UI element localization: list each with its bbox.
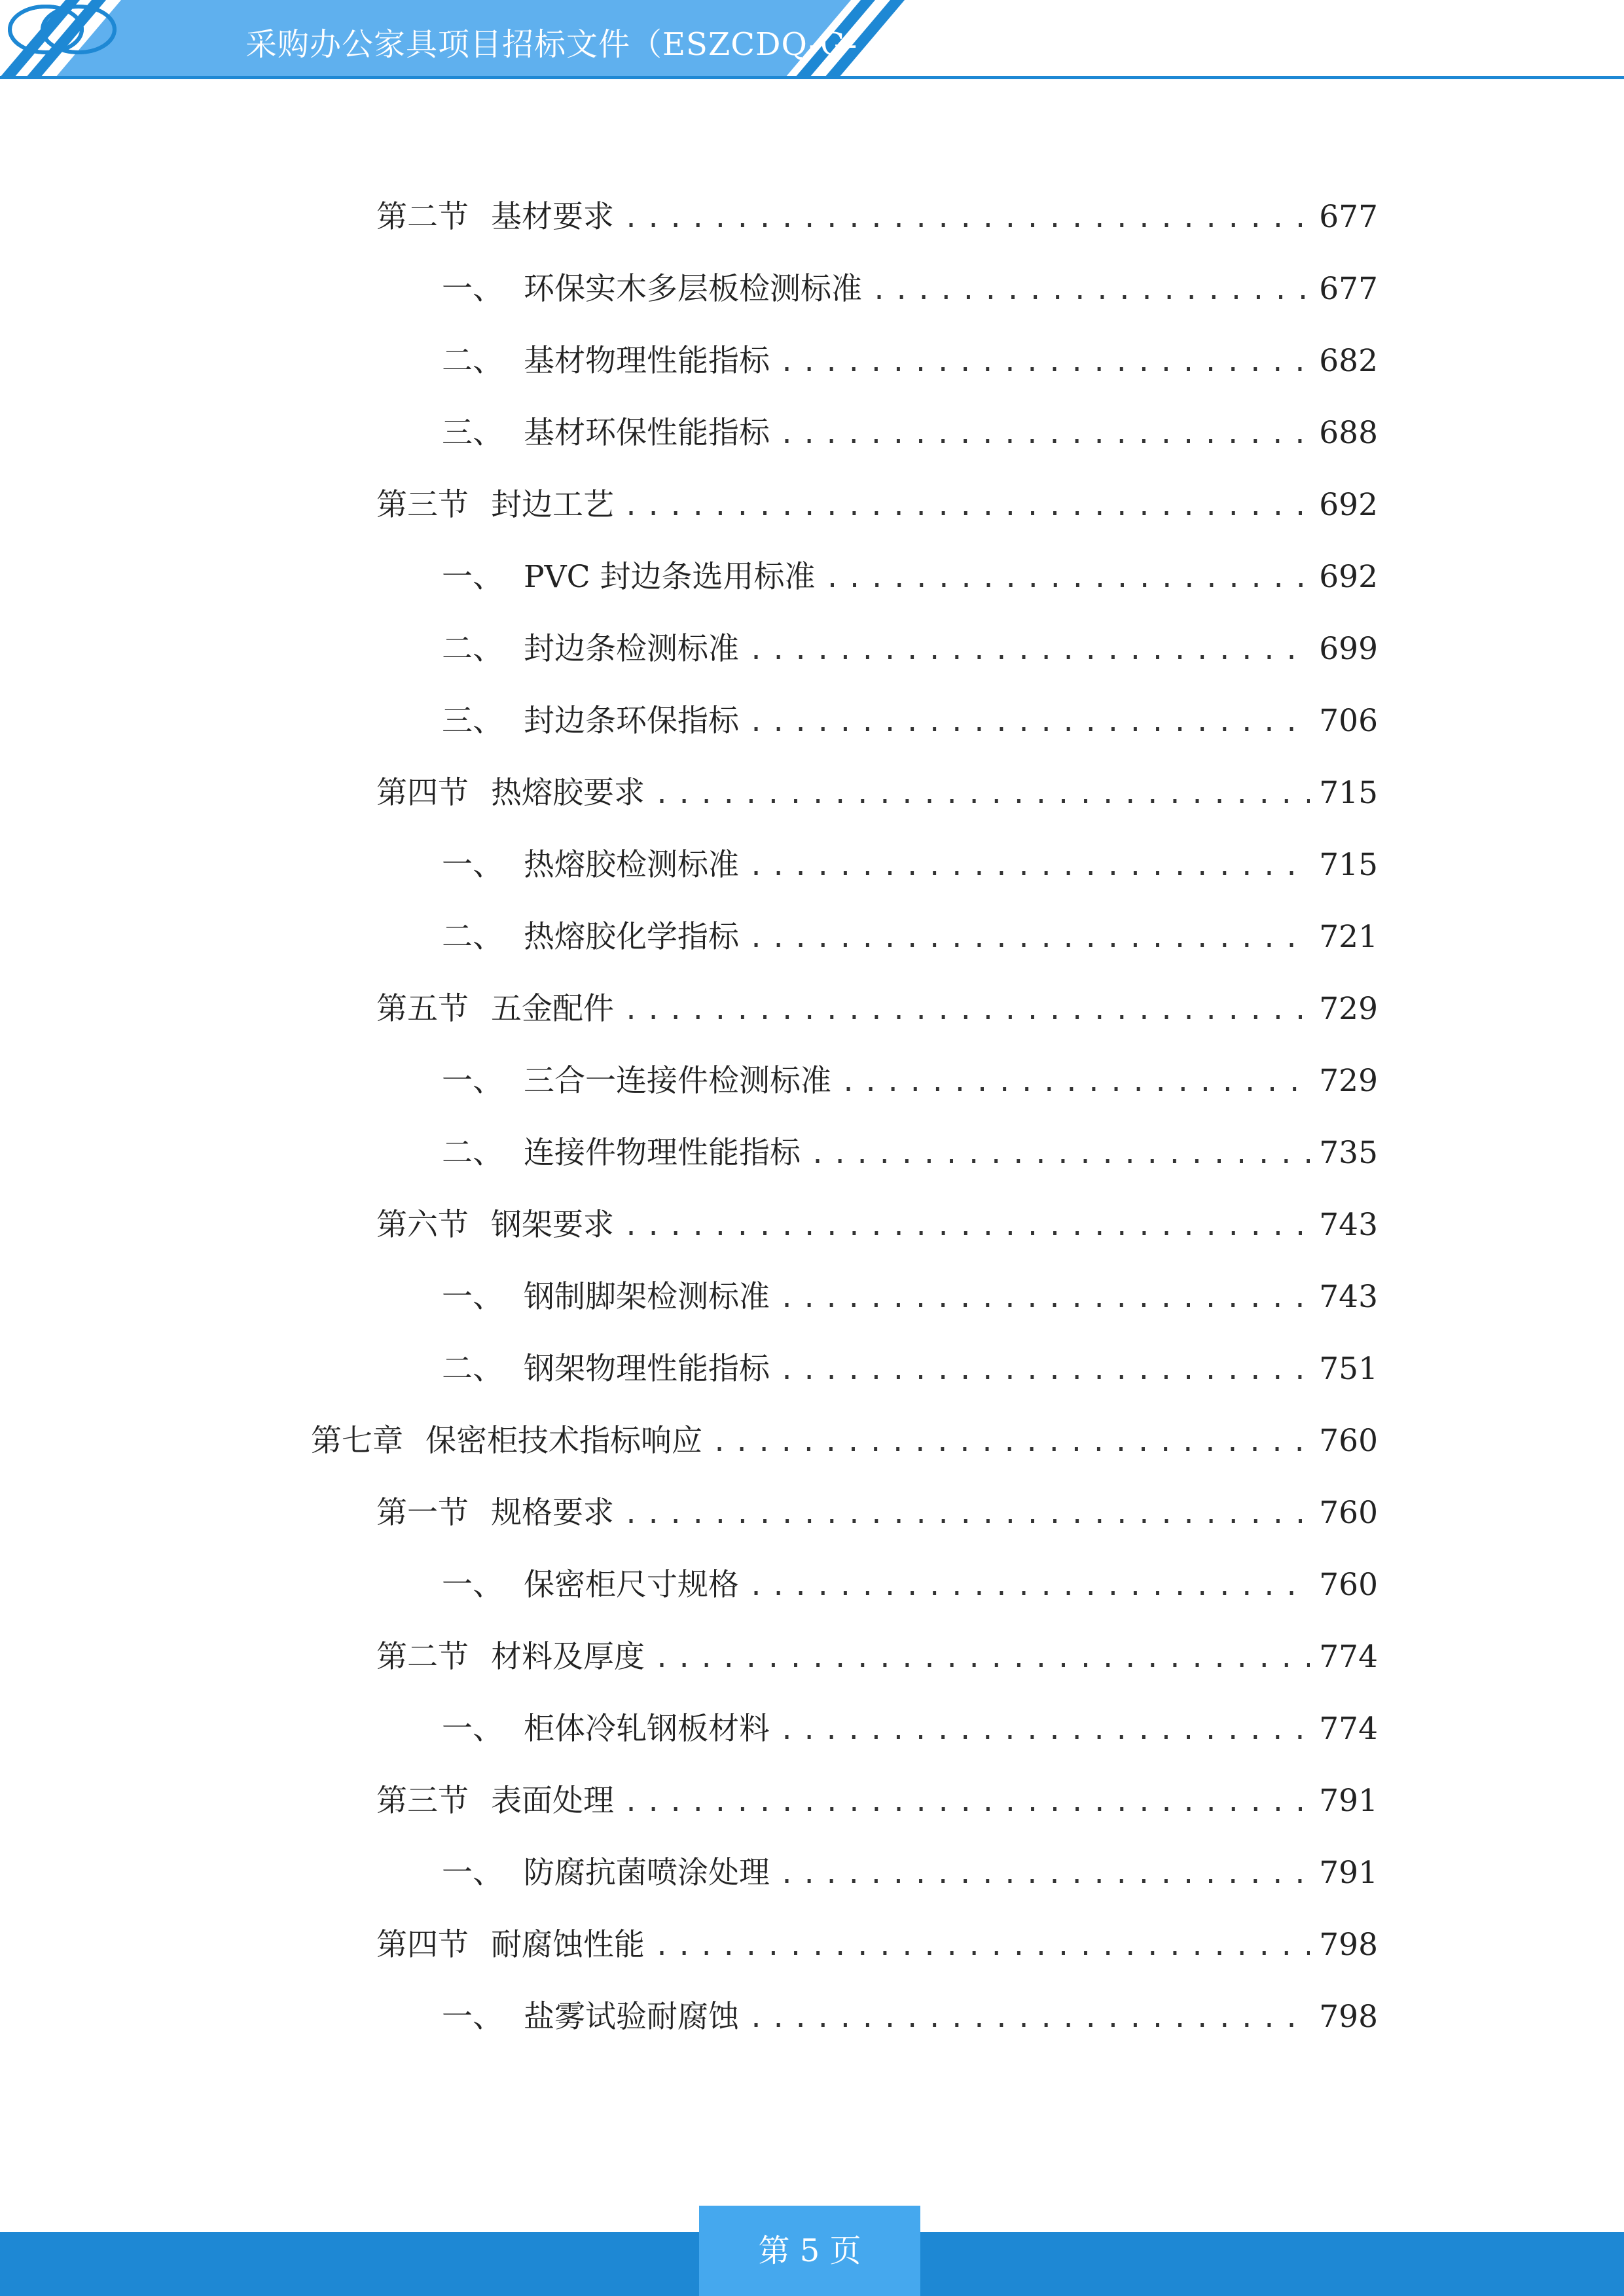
toc-entry-number: 二、 <box>442 343 503 379</box>
toc-dot-leader <box>623 984 1310 1037</box>
toc-entry[interactable] <box>442 1127 1378 1179</box>
toc-entry-page: 774 <box>1319 1711 1378 1747</box>
toc-entry-number: 第四节 <box>376 775 469 811</box>
toc-dot-leader <box>623 192 1310 245</box>
toc-entry-title: 连接件物理性能指标 <box>524 1135 801 1171</box>
toc-entry[interactable] <box>442 1343 1378 1395</box>
page-header <box>0 0 1624 88</box>
toc-dot-leader <box>779 1848 1310 1901</box>
toc-dot-leader <box>623 1776 1310 1829</box>
toc-entry-title: 保密柜技术指标响应 <box>425 1423 702 1459</box>
toc-entry[interactable] <box>442 1559 1378 1611</box>
toc-entry[interactable] <box>376 1631 1378 1683</box>
double-ring-logo-icon <box>0 0 124 59</box>
toc-entry-title: 柜体冷轧钢板材料 <box>524 1711 770 1747</box>
toc-entry-number: 二、 <box>442 1351 503 1387</box>
toc-entry-title: 五金配件 <box>491 991 614 1027</box>
toc-dot-leader <box>824 552 1310 605</box>
toc-entry-number: 第四节 <box>376 1927 469 1963</box>
toc-entry[interactable] <box>442 335 1378 387</box>
toc-entry-number: 一、 <box>442 1063 503 1099</box>
toc-entry-page: 760 <box>1319 1495 1378 1531</box>
toc-entry[interactable] <box>442 1055 1378 1107</box>
toc-entry-page: 729 <box>1319 991 1378 1027</box>
toc-dot-leader <box>654 768 1310 821</box>
toc-entry-page: 692 <box>1319 487 1378 523</box>
toc-entry-page: 760 <box>1319 1567 1378 1603</box>
toc-entry-title: 热熔胶要求 <box>491 775 645 811</box>
toc-dot-leader <box>748 624 1310 677</box>
toc-entry-page: 791 <box>1319 1783 1378 1819</box>
toc-entry-page: 743 <box>1319 1207 1378 1243</box>
toc-entry-number: 一、 <box>442 1711 503 1747</box>
toc-entry[interactable] <box>442 1847 1378 1899</box>
toc-entry-title: 热熔胶化学指标 <box>524 919 739 955</box>
toc-entry[interactable] <box>311 1415 1378 1467</box>
toc-entry-number: 第一节 <box>376 1495 469 1531</box>
toc-entry-title: 钢制脚架检测标准 <box>524 1279 770 1315</box>
toc-entry-page: 760 <box>1319 1423 1378 1459</box>
toc-entry-number: 一、 <box>442 1855 503 1891</box>
toc-entry-page: 715 <box>1319 775 1378 811</box>
toc-entry[interactable] <box>442 839 1378 891</box>
toc-entry-page: 735 <box>1319 1135 1378 1171</box>
toc-entry-page: 699 <box>1319 631 1378 667</box>
toc-entry-page: 729 <box>1319 1063 1378 1099</box>
toc-entry-number: 三、 <box>442 703 503 739</box>
toc-dot-leader <box>748 1560 1310 1613</box>
toc-entry[interactable] <box>442 911 1378 963</box>
toc-entry-page: 743 <box>1319 1279 1378 1315</box>
toc-dot-leader <box>712 1416 1310 1469</box>
toc-dot-leader <box>748 840 1310 893</box>
toc-entry-number: 第七章 <box>311 1423 403 1459</box>
toc-entry-page: 682 <box>1319 343 1378 379</box>
toc-entry-title: 规格要求 <box>491 1495 614 1531</box>
toc-entry[interactable] <box>376 1775 1378 1827</box>
toc-entry-title: 钢架要求 <box>491 1207 614 1243</box>
toc-entry-number: 第五节 <box>376 991 469 1027</box>
toc-entry-page: 677 <box>1319 199 1378 235</box>
toc-entry-number: 一、 <box>442 1999 503 2035</box>
toc-dot-leader <box>810 1128 1310 1181</box>
toc-dot-leader <box>654 1920 1310 1973</box>
toc-entry[interactable] <box>376 191 1378 243</box>
toc-entry-number: 二、 <box>442 631 503 667</box>
toc-entry-number: 一、 <box>442 559 503 595</box>
toc-entry[interactable] <box>442 263 1378 315</box>
toc-entry-number: 三、 <box>442 415 503 451</box>
toc-dot-leader <box>871 264 1310 317</box>
toc-dot-leader <box>748 912 1310 965</box>
toc-dot-leader <box>748 696 1310 749</box>
toc-entry-title: 盐雾试验耐腐蚀 <box>524 1999 739 2035</box>
toc-entry[interactable] <box>376 1199 1378 1251</box>
toc-dot-leader <box>623 1200 1310 1253</box>
toc-entry-page: 721 <box>1319 919 1378 955</box>
toc-entry-number: 第六节 <box>376 1207 469 1243</box>
toc-entry[interactable] <box>442 1991 1378 2043</box>
toc-dot-leader <box>654 1632 1310 1685</box>
toc-entry-title: 基材物理性能指标 <box>524 343 770 379</box>
toc-entry-title: 钢架物理性能指标 <box>524 1351 770 1387</box>
toc-entry[interactable] <box>442 407 1378 459</box>
toc-entry[interactable] <box>442 695 1378 747</box>
toc-dot-leader <box>840 1056 1310 1109</box>
toc-entry-title: 封边工艺 <box>491 487 614 523</box>
toc-entry-page: 798 <box>1319 1999 1378 2035</box>
toc-entry-number: 一、 <box>442 847 503 883</box>
toc-dot-leader <box>779 408 1310 461</box>
toc-entry-number: 一、 <box>442 1279 503 1315</box>
toc-entry[interactable] <box>376 479 1378 531</box>
toc-entry-title: 保密柜尺寸规格 <box>524 1567 739 1603</box>
toc-entry-number: 一、 <box>442 271 503 307</box>
toc-entry-title: 防腐抗菌喷涂处理 <box>524 1855 770 1891</box>
toc-entry-title: 三合一连接件检测标准 <box>524 1063 831 1099</box>
toc-dot-leader <box>623 1488 1310 1541</box>
toc-entry-page: 715 <box>1319 847 1378 883</box>
toc-entry-title: 封边条环保指标 <box>524 703 739 739</box>
toc-entry-title: 基材环保性能指标 <box>524 415 770 451</box>
toc-entry[interactable] <box>376 983 1378 1035</box>
toc-entry-page: 791 <box>1319 1855 1378 1891</box>
toc-entry[interactable] <box>376 1919 1378 1971</box>
toc-entry-title: 基材要求 <box>491 199 614 235</box>
toc-dot-leader <box>779 1704 1310 1757</box>
toc-entry-number: 第三节 <box>376 487 469 523</box>
toc-entry-title: 环保实木多层板检测标准 <box>524 271 862 307</box>
toc-entry-number: 第二节 <box>376 1639 469 1675</box>
toc-entry-title: 热熔胶检测标准 <box>524 847 739 883</box>
toc-dot-leader <box>779 336 1310 389</box>
toc-entry-page: 774 <box>1319 1639 1378 1675</box>
toc-entry-title: 表面处理 <box>491 1783 614 1819</box>
toc-entry[interactable] <box>442 551 1378 603</box>
header-title: 采购办公家具项目招标文件（ESZCDQ-G- <box>245 26 858 63</box>
toc-dot-leader <box>748 1992 1310 2045</box>
toc-entry-number: 第二节 <box>376 199 469 235</box>
toc-entry[interactable] <box>376 1487 1378 1539</box>
toc-entry[interactable] <box>442 1703 1378 1755</box>
toc-entry-page: 751 <box>1319 1351 1378 1387</box>
toc-entry-page: 688 <box>1319 415 1378 451</box>
toc-entry-number: 二、 <box>442 919 503 955</box>
toc-dot-leader <box>623 480 1310 533</box>
toc-entry[interactable] <box>442 623 1378 675</box>
toc-dot-leader <box>779 1272 1310 1325</box>
toc-entry-number: 二、 <box>442 1135 503 1171</box>
toc-dot-leader <box>779 1344 1310 1397</box>
toc-entry-page: 798 <box>1319 1927 1378 1963</box>
toc-entry-page: 706 <box>1319 703 1378 739</box>
toc-entry-number: 一、 <box>442 1567 503 1603</box>
toc-entry-page: 677 <box>1319 271 1378 307</box>
toc-entry-number: 第三节 <box>376 1783 469 1819</box>
toc-entry[interactable] <box>376 767 1378 819</box>
page-number: 第 5 页 <box>699 2206 920 2296</box>
toc-entry-title: 封边条检测标准 <box>524 631 739 667</box>
toc-entry-title: PVC 封边条选用标准 <box>524 559 816 595</box>
toc-entry-title: 耐腐蚀性能 <box>491 1927 645 1963</box>
toc-entry-page: 692 <box>1319 559 1378 595</box>
toc-entry[interactable] <box>442 1271 1378 1323</box>
toc-entry-title: 材料及厚度 <box>491 1639 645 1675</box>
